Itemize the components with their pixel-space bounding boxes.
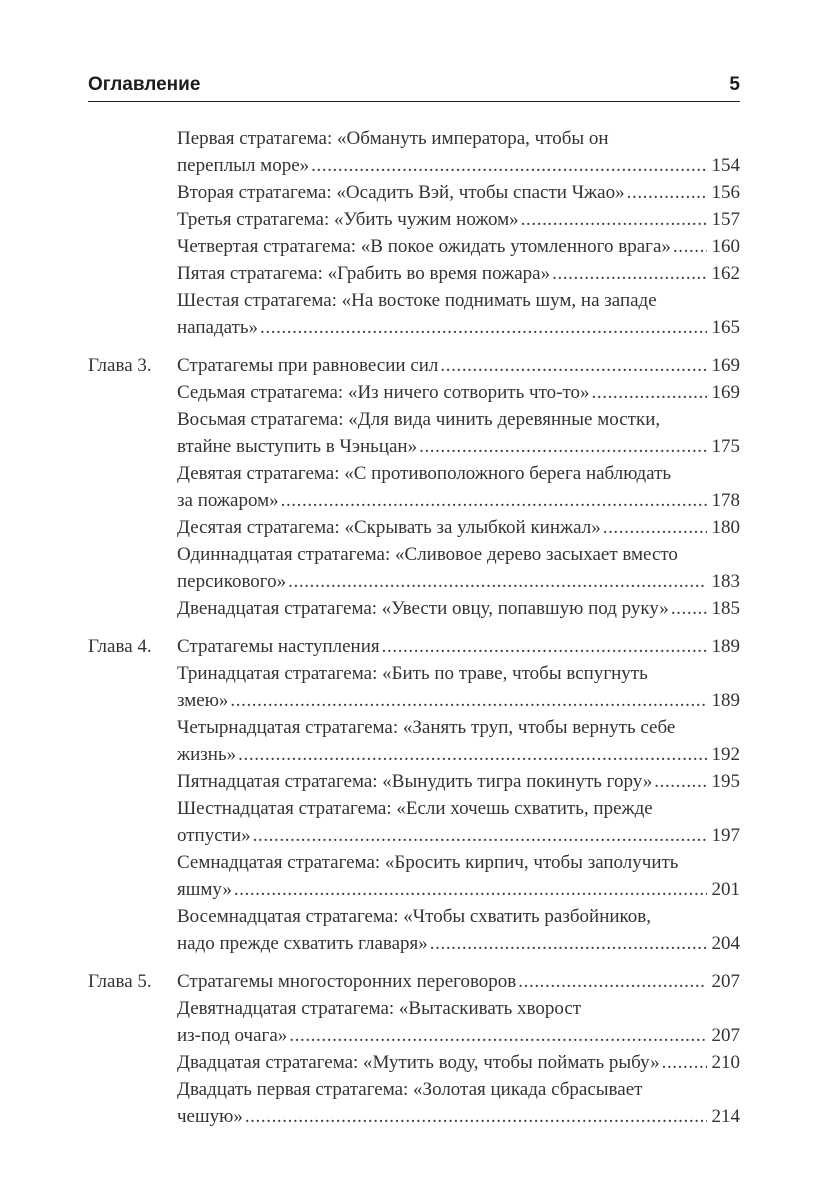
toc-entry <box>88 660 740 714</box>
toc-entry <box>88 206 740 233</box>
toc-chapter-entry <box>88 968 740 995</box>
toc-list <box>88 125 740 1130</box>
dot-leader <box>260 314 706 341</box>
entry-page-number: 160 <box>711 236 740 257</box>
entry-text: надо прежде схватить главаря» <box>177 933 428 954</box>
dot-leader <box>288 568 706 595</box>
toc-entry <box>88 903 740 957</box>
toc-entry <box>88 460 740 514</box>
entry-text-line: Первая стратагема: «Обмануть императора, чтобы он <box>177 128 609 149</box>
entry-last-line <box>177 1022 740 1049</box>
entry-text: Пятнадцатая стратагема: «Вынудить тигра покинуть гору» <box>177 771 653 792</box>
entry-text-line: Одиннадцатая стратагема: «Сливовое дерево засыхает вместо <box>177 544 678 565</box>
entry-page-number: 192 <box>711 744 740 765</box>
entry-last-line <box>177 352 740 379</box>
entry-page-number: 169 <box>711 355 740 376</box>
dot-leader <box>552 260 706 287</box>
toc-entry <box>88 849 740 903</box>
entry-text: из-под очага» <box>177 1025 288 1046</box>
entry-last-line <box>177 379 740 406</box>
chapter-label: Глава 5. <box>88 971 152 992</box>
entry-page-number: 207 <box>711 1025 740 1046</box>
toc-entry <box>88 514 740 541</box>
entry-page-number: 189 <box>711 636 740 657</box>
toc-chapter-entry <box>88 633 740 660</box>
entry-text: Стратагемы при равновесии сил <box>177 355 439 376</box>
entry-text: переплыл море» <box>177 155 310 176</box>
dot-leader <box>654 768 706 795</box>
dot-leader <box>671 595 707 622</box>
entry-last-line <box>177 314 740 341</box>
entry-text: персикового» <box>177 571 287 592</box>
dot-leader <box>592 379 707 406</box>
running-header <box>88 74 740 102</box>
chapter-label: Глава 3. <box>88 355 152 376</box>
toc-entry <box>88 125 740 179</box>
dot-leader <box>419 433 706 460</box>
entry-text: за пожаром» <box>177 490 279 511</box>
entry-last-line <box>177 1103 740 1130</box>
entry-last-line <box>177 876 740 903</box>
entry-text: чешую» <box>177 1106 243 1127</box>
entry-text: Двенадцатая стратагема: «Увести овцу, попавшую под руку» <box>177 598 669 619</box>
entry-last-line <box>177 233 740 260</box>
entry-last-line <box>177 595 740 622</box>
entry-page-number: 154 <box>711 155 740 176</box>
dot-leader <box>234 876 707 903</box>
entry-text: нападать» <box>177 317 259 338</box>
entry-page-number: 156 <box>711 182 740 203</box>
entry-page-number: 197 <box>711 825 740 846</box>
entry-last-line <box>177 152 740 179</box>
entry-text: Вторая стратагема: «Осадить Вэй, чтобы спасти Чжао» <box>177 182 625 203</box>
entry-text-line: Восьмая стратагема: «Для вида чинить деревянные мостки, <box>177 409 661 430</box>
entry-text: Седьмая стратагема: «Из ничего сотворить что-то» <box>177 382 590 403</box>
entry-text: змею» <box>177 690 229 711</box>
entry-last-line <box>177 930 740 957</box>
entry-text: Стратагемы наступления <box>177 636 380 657</box>
toc-entry <box>88 1076 740 1130</box>
entry-page-number: 178 <box>711 490 740 511</box>
entry-page-number: 175 <box>711 436 740 457</box>
dot-leader <box>603 514 707 541</box>
entry-last-line <box>177 822 740 849</box>
entry-text-line: Двадцать первая стратагема: «Золотая цикада сбрасывает <box>177 1079 643 1100</box>
entry-text: отпусти» <box>177 825 251 846</box>
entry-last-line <box>177 768 740 795</box>
toc-chapter-entry <box>88 352 740 379</box>
dot-leader <box>627 179 707 206</box>
toc-entry <box>88 233 740 260</box>
toc-entry <box>88 406 740 460</box>
dot-leader <box>238 741 706 768</box>
dot-leader <box>289 1022 706 1049</box>
entry-page-number: 189 <box>711 690 740 711</box>
entry-page-number: 185 <box>711 598 740 619</box>
dot-leader <box>281 487 707 514</box>
dot-leader <box>673 233 707 260</box>
entry-last-line <box>177 1049 740 1076</box>
entry-page-number: 162 <box>711 263 740 284</box>
dot-leader <box>662 1049 707 1076</box>
toc-entry <box>88 179 740 206</box>
entry-text-line: Девятая стратагема: «С противоположного берега наблюдать <box>177 463 672 484</box>
toc-entry <box>88 768 740 795</box>
entry-text-line: Семнадцатая стратагема: «Бросить кирпич, чтобы заполучить <box>177 852 679 873</box>
toc-entry <box>88 795 740 849</box>
dot-leader <box>230 687 706 714</box>
entry-text: Десятая стратагема: «Скрывать за улыбкой кинжал» <box>177 517 601 538</box>
entry-text: втайне выступить в Чэньцан» <box>177 436 418 457</box>
entry-last-line <box>177 633 740 660</box>
entry-last-line <box>177 179 740 206</box>
entry-last-line <box>177 206 740 233</box>
entry-page-number: 207 <box>711 971 740 992</box>
dot-leader <box>253 822 707 849</box>
entry-page-number: 195 <box>711 771 740 792</box>
entry-text-line: Шестнадцатая стратагема: «Если хочешь схватить, прежде <box>177 798 653 819</box>
entry-text: Стратагемы многосторонних переговоров <box>177 971 517 992</box>
toc-entry <box>88 541 740 595</box>
entry-page-number: 210 <box>711 1052 740 1073</box>
toc-entry <box>88 379 740 406</box>
entry-last-line <box>177 687 740 714</box>
dot-leader <box>430 930 707 957</box>
entry-text: Пятая стратагема: «Грабить во время пожара» <box>177 263 551 284</box>
entry-text: Двадцатая стратагема: «Мутить воду, чтобы поймать рыбу» <box>177 1052 660 1073</box>
page-content <box>88 0 740 1130</box>
dot-leader <box>382 633 707 660</box>
entry-page-number: 169 <box>711 382 740 403</box>
entry-text-line: Четырнадцатая стратагема: «Занять труп, чтобы вернуть себе <box>177 717 676 738</box>
page-title: Оглавление <box>88 74 201 95</box>
entry-text-line: Восемнадцатая стратагема: «Чтобы схватить разбойников, <box>177 906 652 927</box>
chapter-label: Глава 4. <box>88 636 152 657</box>
dot-leader <box>245 1103 707 1130</box>
dot-leader <box>311 152 706 179</box>
entry-text: Четвертая стратагема: «В покое ожидать утомленного врага» <box>177 236 671 257</box>
entry-last-line <box>177 487 740 514</box>
entry-page-number: 157 <box>711 209 740 230</box>
entry-text: Третья стратагема: «Убить чужим ножом» <box>177 209 519 230</box>
dot-leader <box>521 206 707 233</box>
entry-last-line <box>177 514 740 541</box>
entry-text-line: Шестая стратагема: «На востоке поднимать шум, на западе <box>177 290 657 311</box>
entry-text-line: Тринадцатая стратагема: «Бить по траве, чтобы вспугнуть <box>177 663 648 684</box>
entry-page-number: 183 <box>711 571 740 592</box>
entry-page-number: 201 <box>711 879 740 900</box>
entry-page-number: 165 <box>711 317 740 338</box>
toc-entry <box>88 1049 740 1076</box>
entry-last-line <box>177 260 740 287</box>
toc-entry <box>88 995 740 1049</box>
dot-leader <box>518 968 706 995</box>
toc-entry <box>88 287 740 341</box>
entry-page-number: 180 <box>711 517 740 538</box>
toc-entry <box>88 595 740 622</box>
entry-page-number: 204 <box>711 933 740 954</box>
toc-entry <box>88 260 740 287</box>
entry-page-number: 214 <box>711 1106 740 1127</box>
page-number: 5 <box>729 74 740 95</box>
entry-last-line <box>177 433 740 460</box>
entry-last-line <box>177 968 740 995</box>
entry-text: яшму» <box>177 879 232 900</box>
entry-text: жизнь» <box>177 744 237 765</box>
entry-last-line <box>177 568 740 595</box>
entry-last-line <box>177 741 740 768</box>
dot-leader <box>440 352 706 379</box>
toc-entry <box>88 714 740 768</box>
entry-text-line: Девятнадцатая стратагема: «Вытаскивать хворост <box>177 998 582 1019</box>
